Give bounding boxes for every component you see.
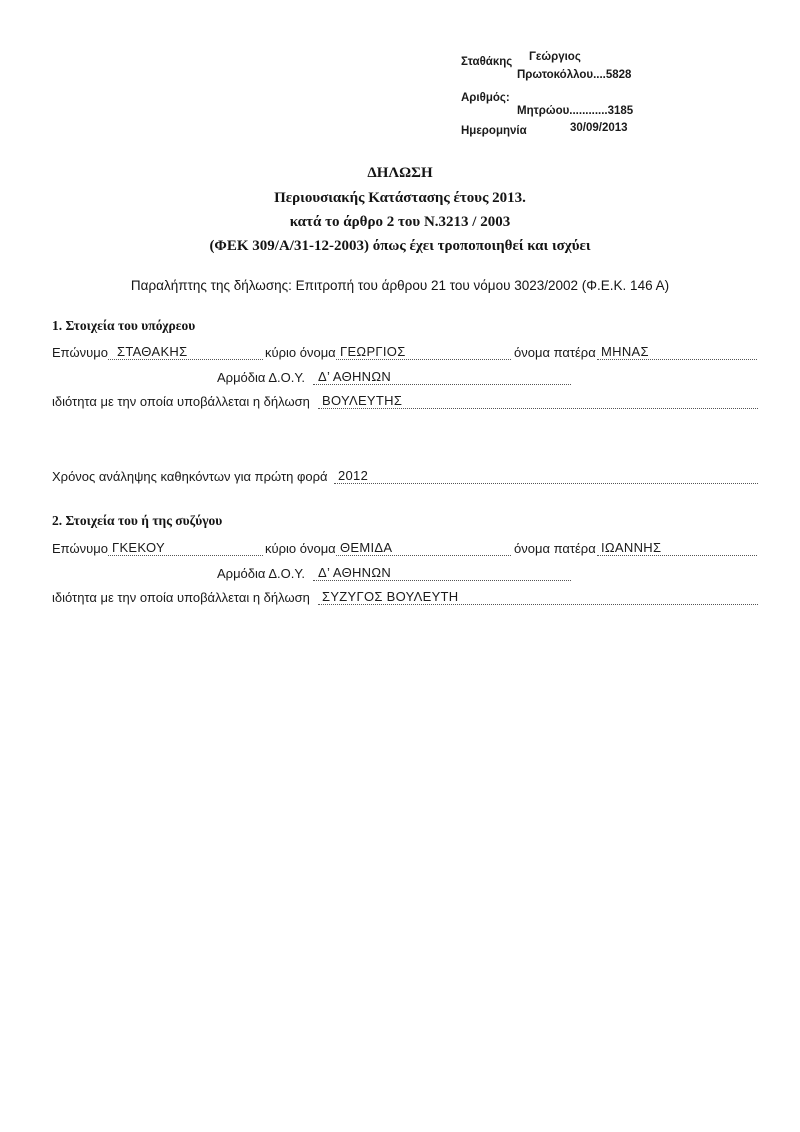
title-line-2: κατά το άρθρο 2 του Ν.3213 / 2003 (289, 214, 511, 230)
s2-capacity-line (318, 604, 758, 605)
s2-capacity-value: ΣΥΖΥΓΟΣ ΒΟΥΛΕΥΤΗ (322, 589, 459, 604)
s2-firstname-value: ΘΕΜΙΔΑ (340, 540, 393, 555)
s2-father-value: ΙΩΑΝΝΗΣ (601, 540, 662, 555)
s1-year-line (334, 483, 758, 484)
s2-surname-line (108, 555, 263, 556)
s1-surname-label: Επώνυμο (52, 345, 108, 360)
header-name-value: Γεώργιος (529, 51, 581, 63)
s2-father-label: όνομα πατέρα (514, 541, 596, 556)
s2-tax-office-line (313, 580, 571, 581)
header-name-label: Σταθάκης (461, 56, 513, 68)
s1-father-label: όνομα πατέρα (514, 345, 596, 360)
s1-capacity-label: ιδιότητα με την οποία υποβάλλεται η δήλωση (52, 394, 310, 409)
s1-tax-office-label: Αρμόδια Δ.Ο.Υ. (217, 370, 305, 385)
header-date-label: Ημερομηνία (461, 125, 527, 137)
s2-firstname-line (336, 555, 511, 556)
section-1-heading: 1. Στοιχεία του υπόχρεου (52, 318, 196, 333)
s2-surname-value: ΓΚΕΚΟΥ (112, 540, 165, 555)
s2-tax-office-label: Αρμόδια Δ.Ο.Υ. (217, 566, 305, 581)
s1-surname-line (108, 359, 263, 360)
s1-father-line (597, 359, 757, 360)
document-title: ΔΗΛΩΣΗ (367, 165, 433, 181)
s1-capacity-line (318, 408, 758, 409)
s2-father-line (597, 555, 757, 556)
section-2-heading: 2. Στοιχεία του ή της συζύγου (52, 513, 223, 528)
s1-tax-office-value: Δ’ ΑΘΗΝΩΝ (318, 369, 392, 384)
s1-surname-value: ΣΤΑΘΑΚΗΣ (117, 344, 188, 359)
title-line-1: Περιουσιακής Κατάστασης έτους 2013. (274, 190, 526, 206)
header-registry: Μητρώου............3185 (517, 105, 634, 117)
s1-year-value: 2012 (338, 468, 369, 483)
s1-year-label: Χρόνος ανάληψης καθηκόντων για πρώτη φορά (52, 469, 328, 484)
recipient-line: Παραλήπτης της δήλωσης: Επιτροπή του άρθρου 21 του νόμου 3023/2002 (Φ.Ε.Κ. 146 Α) (130, 278, 670, 293)
s1-father-value: ΜΗΝΑΣ (601, 344, 649, 359)
s2-surname-label: Επώνυμο (52, 541, 108, 556)
s1-firstname-label: κύριο όνομα (265, 345, 336, 360)
s2-capacity-label: ιδιότητα με την οποία υποβάλλεται η δήλωση (52, 590, 310, 605)
s1-tax-office-line (313, 384, 571, 385)
s1-capacity-value: ΒΟΥΛΕΥΤΗΣ (322, 393, 403, 408)
s2-tax-office-value: Δ’ ΑΘΗΝΩΝ (318, 565, 392, 580)
header-date-value: 30/09/2013 (570, 122, 628, 134)
s2-firstname-label: κύριο όνομα (265, 541, 336, 556)
s1-firstname-value: ΓΕΩΡΓΙΟΣ (340, 344, 406, 359)
header-number-label: Αριθμός: (461, 92, 510, 104)
title-line-3: (ΦΕΚ 309/Α/31-12-2003) όπως έχει τροποποιηθεί και ισχύει (209, 238, 591, 254)
s1-firstname-line (336, 359, 511, 360)
header-protocol: Πρωτοκόλλου....5828 (517, 69, 632, 81)
